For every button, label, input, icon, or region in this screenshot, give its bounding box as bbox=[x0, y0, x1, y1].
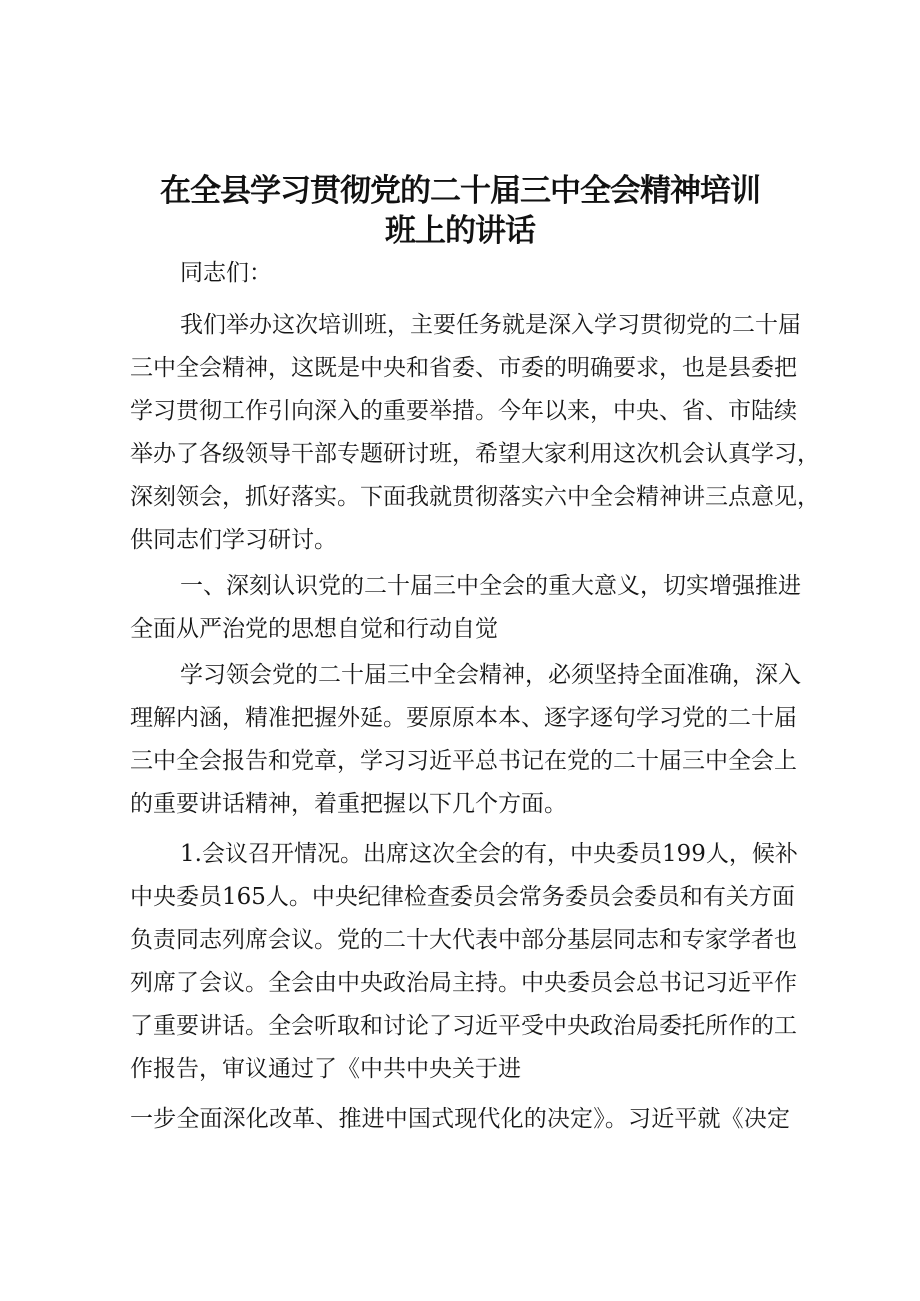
body-line-10: 理解内涵，精准把握外延。要原原本本、逐字逐句学习党的二十届 bbox=[130, 705, 797, 731]
body-line-1: 我们举办这次培训班，主要任务就是深入学习贯彻党的二十届 bbox=[180, 312, 801, 338]
body-line-14: 中央委员165人。中央纪律检查委员会常务委员会委员和有关方面 bbox=[130, 884, 795, 910]
salutation: 同志们： bbox=[180, 260, 272, 286]
title-line-1: 在全县学习贯彻党的二十届三中全会精神培训 bbox=[160, 173, 760, 209]
body-line-9: 学习领会党的二十届三中全会精神，必须坚持全面准确，深入 bbox=[180, 662, 801, 688]
body-line-5: 深刻领会，抓好落实。下面我就贯彻落实六中全会精神讲三点意见， bbox=[130, 484, 820, 510]
section-heading-line-1: 一、深刻认识党的二十届三中全会的重大意义，切实增强推进 bbox=[180, 573, 801, 599]
section-heading-line-2: 全面从严治党的思想自觉和行动自觉 bbox=[130, 616, 498, 642]
body-line-16: 列席了会议。全会由中央政治局主持。中央委员会总书记习近平作 bbox=[130, 970, 797, 996]
body-line-3: 学习贯彻工作引向深入的重要举措。今年以来，中央、省、市陆续 bbox=[130, 398, 797, 424]
body-line-6: 供同志们学习研讨。 bbox=[130, 527, 337, 553]
body-line-15: 负责同志列席会议。党的二十大代表中部分基层同志和专家学者也 bbox=[130, 927, 797, 953]
body-line-2: 三中全会精神，这既是中央和省委、市委的明确要求，也是县委把 bbox=[130, 355, 797, 381]
body-line-4: 举办了各级领导干部专题研讨班，希望大家利用这次机会认真学习， bbox=[130, 441, 820, 467]
body-line-19: 一步全面深化改革、推进中国式现代化的决定》。习近平就《决定 bbox=[130, 1106, 790, 1132]
body-line-11: 三中全会报告和党章，学习习近平总书记在党的二十届三中全会上 bbox=[130, 748, 797, 774]
body-line-17: 了重要讲话。全会听取和讨论了习近平受中央政治局委托所作的工 bbox=[130, 1013, 797, 1039]
body-line-18: 作报告，审议通过了《中共中央关于进 bbox=[130, 1056, 521, 1082]
body-line-13: 1.会议召开情况。出席这次全会的有，中央委员199人，候补 bbox=[180, 841, 798, 867]
title-line-2: 班上的讲话 bbox=[385, 213, 535, 249]
body-line-12: 的重要讲话精神，着重把握以下几个方面。 bbox=[130, 791, 567, 817]
